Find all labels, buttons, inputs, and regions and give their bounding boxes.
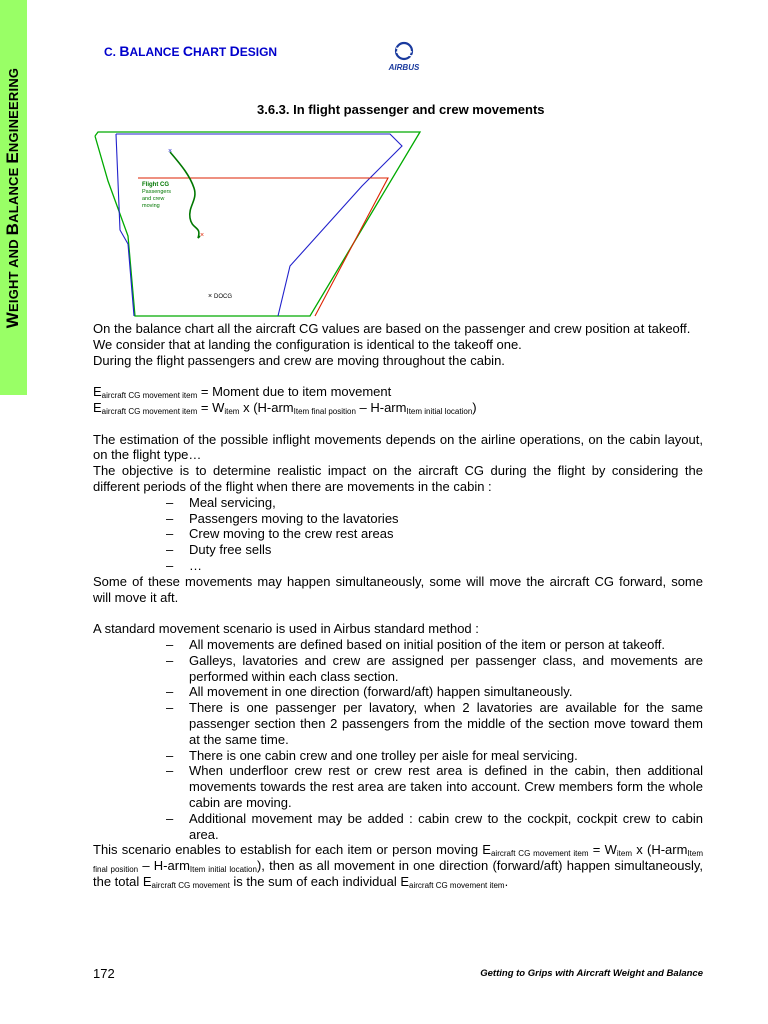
body-text	[93, 321, 703, 890]
list-item: – Duty free sells	[166, 542, 272, 558]
paragraph-scenario: This scenario enables to establish for each item or person moving $E_{aircraft CG movement item} = W_{item}$ x (H-arm$_{Item final position}$ – H-arm$_{Item initial location}$), then as all movement in one direction (forward/aft) happen simultaneously, the total $E_{aircraft CG movement}$ is the sum of each individual $E_{aircraft CG movement item}$.	[93, 842, 704, 890]
list-item: – …	[166, 557, 202, 573]
airbus-logo	[383, 40, 425, 74]
formula-1: $E_{aircraft CG movement item}$ = Moment due to item movement	[93, 384, 392, 401]
list-item: – There is one cabin crew and one trolley per aisle for meal servicing.	[166, 747, 578, 763]
end-marker-icon: ×	[199, 232, 205, 239]
list-item: – Passengers moving to the lavatories	[166, 510, 399, 526]
docg-label: DOCG	[214, 294, 232, 300]
envelope-blue-left	[116, 134, 134, 316]
flight-cg-path	[170, 152, 200, 238]
flight-cg-label-line3: moving	[142, 203, 160, 209]
paragraph: A standard movement scenario is used in Airbus standard method :	[93, 621, 479, 637]
envelope-green-outline	[95, 132, 420, 316]
list-item: – Galleys, lavatories and crew are assigned per passenger class, and movements are performed within each class section.	[166, 652, 703, 684]
section-title: C. BALANCE CHART DESIGN	[104, 43, 278, 59]
list-item: – All movement in one direction (forward/aft) happen simultaneously.	[166, 684, 573, 700]
list-item: – Meal servicing,	[166, 494, 276, 510]
page-number: 172	[93, 966, 115, 981]
formula-2: $E_{aircraft CG movement item} = W_{item}$ x (H-arm$_{Item final position}$ – H-arm$_{Item initial location}$)	[93, 399, 477, 416]
list-item: – Crew moving to the crew rest areas	[166, 526, 394, 542]
flight-cg-label-line1: Passengers	[142, 189, 172, 195]
list-item: – All movements are defined based on initial position of the item or person at takeoff.	[166, 636, 665, 652]
docg-marker-icon: ×	[207, 293, 213, 300]
paragraph: The objective is to determine realistic impact on the aircraft CG during the flight by considering the different periods of the flight when there are movements in the cabin :	[93, 463, 703, 494]
subsection-title: 3.6.3. In flight passenger and crew movements	[257, 102, 545, 117]
footer-title: Getting to Grips with Aircraft Weight and Balance	[480, 968, 703, 979]
scenario-list	[93, 637, 703, 842]
movement-list	[93, 495, 703, 574]
envelope-blue-outline	[116, 134, 402, 316]
balance-chart-figure	[90, 126, 430, 320]
paragraph: On the balance chart all the aircraft CG values are based on the passenger and crew position at takeoff.	[93, 321, 691, 336]
logo-text: AIRBUS	[388, 63, 420, 72]
paragraph: During the flight passengers and crew are moving throughout the cabin.	[93, 352, 505, 368]
side-tab	[0, 0, 27, 395]
start-marker-icon: ×	[167, 148, 173, 155]
flight-cg-label-line2: and crew	[142, 196, 165, 202]
side-tab-title: WEIGHT AND BALANCE ENGINEERING	[3, 67, 22, 329]
list-item: – There is one passenger per lavatory, when 2 lavatories are available for the same passenger section then 2 passengers from the middle of the section move toward them at the same time.	[166, 700, 703, 747]
flight-cg-label: Flight CG	[142, 182, 169, 188]
paragraph: Some of these movements may happen simultaneously, some will move the aircraft CG forward, some will move it aft.	[93, 573, 703, 605]
paragraph: We consider that at landing the configuration is identical to the takeoff one.	[93, 336, 522, 352]
paragraph: The estimation of the possible inflight movements depends on the airline operations, on the cabin layout, on the flight type…	[93, 431, 703, 463]
list-item: – When underfloor crew rest or crew rest area is defined in the cabin, then additional movements towards the rest area are taken into account. Crew members form the whole cabin are moving.	[166, 763, 703, 810]
list-item: – Additional movement may be added : cabin crew to the cockpit, cockpit crew to cabin area.	[166, 810, 703, 842]
